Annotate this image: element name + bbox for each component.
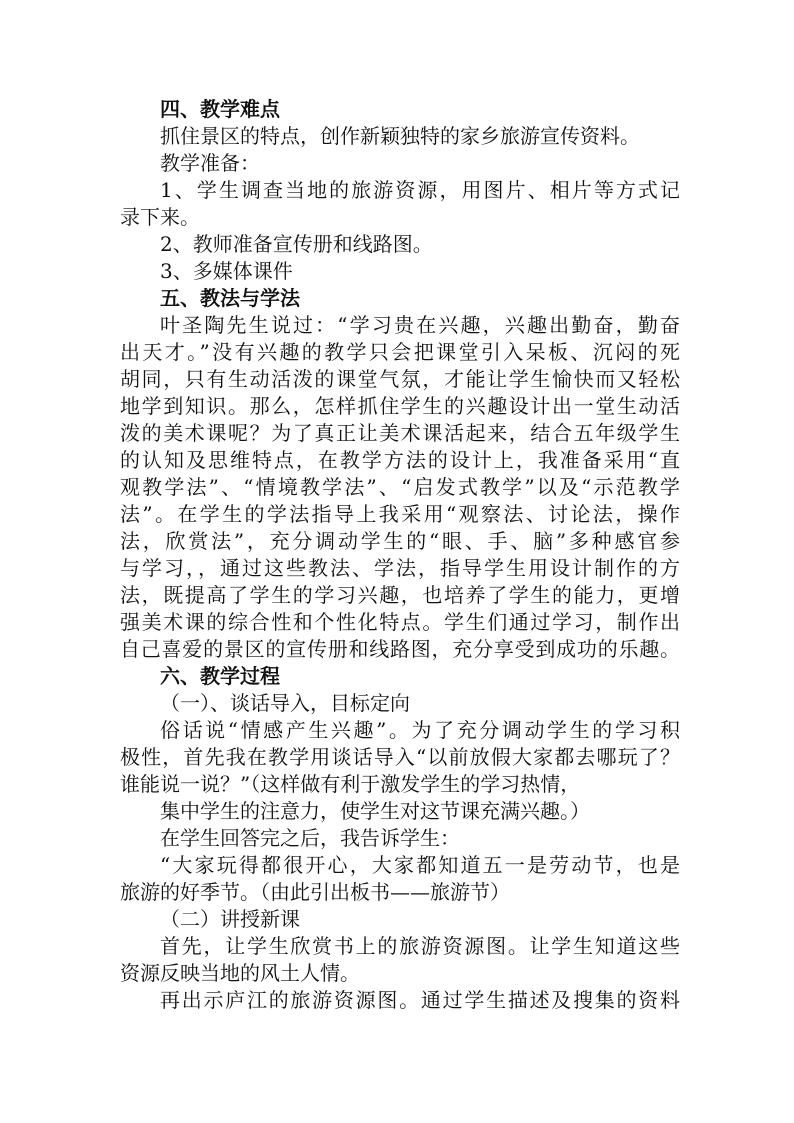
paragraph-line: 与学习，，通过这些教法、学法，指导学生用设计制作的方	[120, 556, 680, 580]
paragraph-line: 旅游的好季节。（由此引出板书——旅游节）	[120, 880, 510, 904]
heading-methods: 五、教法与学法	[160, 286, 300, 310]
paragraph-line: 在学生回答完之后，我告诉学生：	[160, 826, 460, 850]
heading-teaching-difficulties: 四、教学难点	[160, 97, 280, 121]
paragraph-line: 抓住景区的特点，创作新颖独特的家乡旅游宣传资料。	[160, 124, 640, 148]
paragraph-line: 胡同，只有生动活泼的课堂气氛，才能让学生愉快而又轻松	[120, 367, 680, 391]
paragraph-line: 地学到知识。那么，怎样抓住学生的兴趣设计出一堂生动活	[120, 394, 680, 418]
paragraph-line: 3、多媒体课件	[160, 259, 293, 283]
paragraph-line: 极性，首先我在教学用谈话导入“以前放假大家都去哪玩了？	[120, 745, 680, 769]
subheading-intro: （一）、谈话导入，目标定向	[160, 691, 410, 715]
paragraph-line: 观教学法”、“情境教学法”、“启发式教学”以及“示范教学	[120, 475, 680, 499]
paragraph-line: 集中学生的注意力，使学生对这节课充满兴趣。）	[160, 799, 590, 823]
paragraph-line: 2、教师准备宣传册和线路图。	[160, 232, 433, 256]
paragraph-line: 谁能说一说？”（这样做有利于激发学生的学习热情，	[120, 772, 581, 796]
paragraph-line: 俗话说“情感产生兴趣”。为了充分调动学生的学习积	[160, 718, 680, 742]
paragraph-line: 资源反映当地的风土人情。	[120, 961, 360, 985]
subheading-new-lesson: （二）讲授新课	[160, 907, 300, 931]
paragraph-line: 叶圣陶先生说过：“学习贵在兴趣，兴趣出勤奋，勤奋	[160, 313, 680, 337]
paragraph-line: 再出示庐江的旅游资源图。通过学生描述及搜集的资料	[160, 988, 680, 1012]
paragraph-line: 泼的美术课呢？为了真正让美术课活起来，结合五年级学生	[120, 421, 680, 445]
paragraph-line: 自己喜爱的景区的宣传册和线路图，充分享受到成功的乐趣。	[120, 637, 680, 661]
paragraph-line: 1、学生调查当地的旅游资源，用图片、相片等方式记	[160, 178, 680, 202]
paragraph-line: 的认知及思维特点，在教学方法的设计上，我准备采用“直	[120, 448, 680, 472]
paragraph-line: 法，欣赏法”，充分调动学生的“眼、手、脑”多种感官参	[120, 529, 680, 553]
paragraph-line: “大家玩得都很开心，大家都知道五一是劳动节，也是	[160, 853, 680, 877]
paragraph-line: 首先，让学生欣赏书上的旅游资源图。让学生知道这些	[160, 934, 680, 958]
heading-teaching-process: 六、教学过程	[160, 664, 280, 688]
paragraph-line: 法”。在学生的学法指导上我采用“观察法、讨论法，操作	[120, 502, 680, 526]
paragraph-line: 录下来。	[120, 205, 200, 229]
paragraph-line: 教学准备：	[160, 151, 260, 175]
paragraph-line: 强美术课的综合性和个性化特点。学生们通过学习，制作出	[120, 610, 680, 634]
paragraph-line: 法，既提高了学生的学习兴趣，也培养了学生的能力，更增	[120, 583, 680, 607]
paragraph-line: 出天才。”没有兴趣的教学只会把课堂引入呆板、沉闷的死	[120, 340, 680, 364]
